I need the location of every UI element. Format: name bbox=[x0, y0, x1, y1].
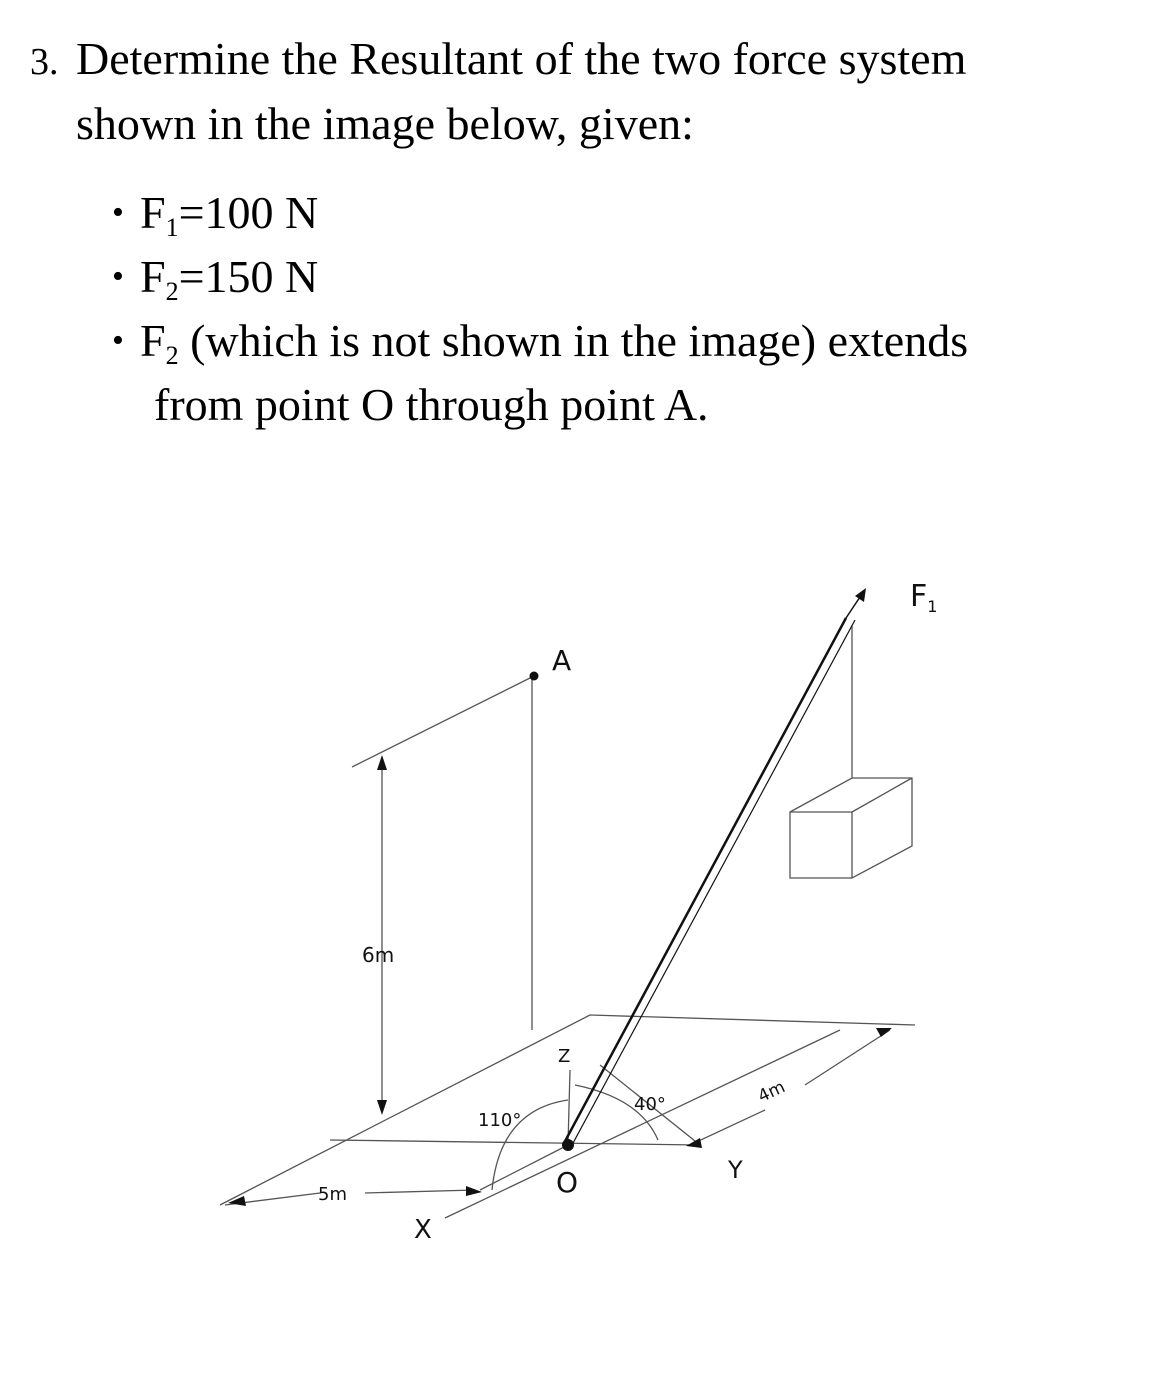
given-list bbox=[30, 181, 1130, 437]
a-top-line bbox=[352, 677, 532, 767]
point-a-label: A bbox=[552, 644, 572, 677]
height-dimension-label: 6m bbox=[362, 943, 395, 967]
y-dim-line-right bbox=[805, 1030, 890, 1085]
bullet-icon: • bbox=[112, 194, 124, 231]
height-arrow-top-icon bbox=[377, 755, 387, 770]
given-item-continuation: from point O through point A. bbox=[154, 379, 709, 430]
problem-statement bbox=[30, 28, 1130, 437]
x-dim-line-right bbox=[365, 1190, 475, 1193]
point-a-marker bbox=[530, 672, 539, 681]
force-1-label: $F_1$ bbox=[910, 579, 938, 616]
origin-marker bbox=[562, 1139, 574, 1151]
force-diagram bbox=[0, 560, 1152, 1260]
ground-mid-line bbox=[330, 1140, 700, 1145]
pole-edge-line bbox=[572, 620, 855, 1145]
problem-title bbox=[30, 28, 1130, 155]
angle-40-label: 40° bbox=[634, 1094, 666, 1115]
x-axis-label: X bbox=[414, 1215, 432, 1245]
angle-110-label: 110° bbox=[478, 1110, 522, 1131]
given-item-f2-direction: • $F_2$ (which is not shown in the image) extends from point O through point A. bbox=[112, 309, 1130, 437]
x-dimension-label: 5m bbox=[318, 1184, 347, 1205]
title-line-1: Determine the Resultant of the two force system bbox=[76, 33, 967, 84]
pole-line bbox=[563, 618, 846, 1145]
problem-number: 3. bbox=[30, 41, 59, 83]
title-line-2: shown in the image below, given: bbox=[76, 98, 694, 149]
bullet-icon: • bbox=[112, 258, 124, 295]
origin-label: O bbox=[556, 1166, 579, 1199]
bullet-icon: • bbox=[112, 322, 124, 359]
box-outline bbox=[790, 778, 912, 878]
z-axis-label: Z bbox=[558, 1046, 571, 1067]
given-item-f1: • $F_1=100$ N bbox=[112, 181, 1130, 245]
y-dim-arrow-icon bbox=[876, 1028, 892, 1037]
y-dimension-label: 4m bbox=[755, 1077, 789, 1107]
given-item-f2: • $F_2=150$ N bbox=[112, 245, 1130, 309]
y-axis-label: Y bbox=[728, 1156, 743, 1184]
height-arrow-bottom-icon bbox=[377, 1100, 387, 1115]
x-dim-arrow-right-icon bbox=[466, 1186, 482, 1196]
y-dim-line-left bbox=[690, 1110, 765, 1145]
ground-back-left-line bbox=[220, 1015, 590, 1205]
force-arrowhead-icon bbox=[855, 588, 866, 602]
